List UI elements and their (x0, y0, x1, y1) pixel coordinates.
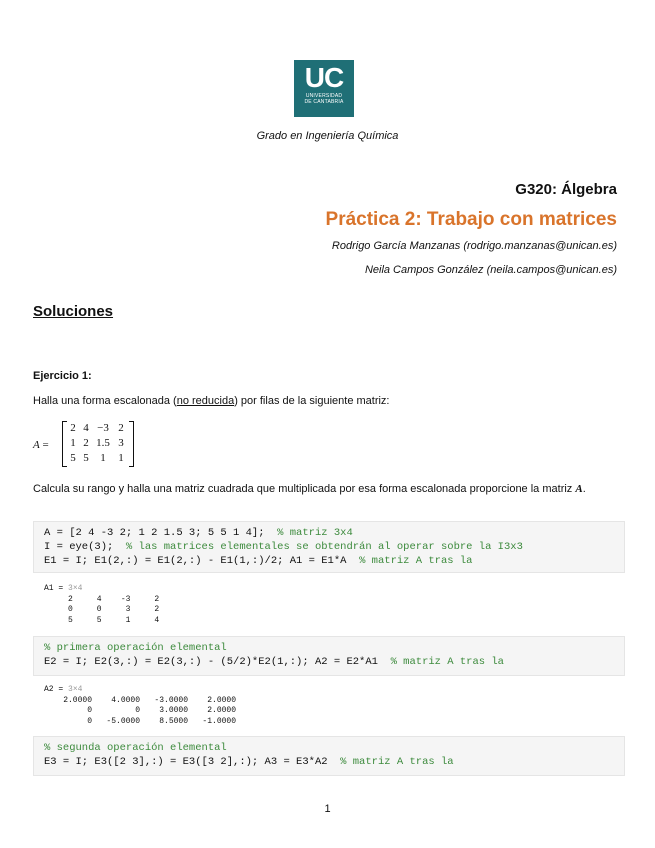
output-label: A2 = (44, 685, 69, 694)
question-text: Calcula su rango y halla una matriz cuadrada que multiplicada por esa forma escalonada proporcione la matriz (33, 483, 576, 495)
matrix-equals: = (39, 439, 49, 451)
page-number: 1 (324, 803, 331, 815)
code-text: I = eye(3); (44, 540, 126, 553)
matrix-cell: 3 (118, 437, 124, 449)
course-title: G320: Álgebra (515, 181, 617, 198)
code-comment: % matriz A tras la (340, 755, 454, 768)
code-block[interactable] (33, 636, 625, 676)
code-block[interactable] (33, 521, 625, 573)
output-row: 0 -5.0000 8.5000 -1.0000 (44, 716, 237, 726)
code-line (44, 642, 624, 656)
code-line (44, 527, 624, 541)
matrix-cell: 2 (83, 437, 89, 449)
exercise-title: Ejercicio 1: (33, 370, 92, 382)
logo-letters: UC (304, 62, 344, 93)
code-line (44, 541, 624, 555)
code-comment: % matriz A tras la (359, 554, 473, 567)
question-end: . (582, 483, 586, 495)
code-line (44, 555, 624, 569)
code-text: A = [2 4 -3 2; 1 2 1.5 3; 5 5 1 4]; (44, 527, 278, 539)
author-2: Neila Campos González (neila.campos@unican.es) (364, 264, 617, 276)
intro-text-2: ) por filas de la siguiente matriz: (234, 395, 390, 407)
output-row: 0 0 3.0000 2.0000 (44, 706, 237, 715)
output-row: 0 0 3 2 (44, 605, 160, 614)
output-row: 5 5 1 4 (44, 615, 160, 625)
output-row: 2 4 -3 2 (44, 594, 160, 604)
code-text: E2 = I; E2(3,:) = E2(3,:) - (5/2)*E2(1,:); A2 = E2*A1 (44, 655, 391, 668)
code-comment: % matriz A tras la (390, 655, 504, 668)
output-block (44, 685, 236, 727)
matrix-var: A (33, 439, 40, 451)
code-comment: % segunda operación elemental (44, 742, 227, 754)
exercise-question (33, 481, 623, 498)
output-header (44, 584, 159, 595)
code-line (44, 742, 624, 756)
code-comment: % matriz 3x4 (277, 527, 353, 539)
logo-line-2: DE CANTABRIA (304, 99, 344, 105)
exercise-intro (33, 395, 390, 407)
code-text: E1 = I; E1(2,:) = E1(2,:) - E1(1,:)/2; A1 = E1*A (44, 554, 360, 567)
matrix-cell: 2 (118, 422, 124, 434)
code-line (44, 756, 624, 770)
output-row: 2.0000 4.0000 -3.0000 2.0000 (44, 695, 237, 705)
code-comment: % las matrices elementales se obtendrán al operar sobre la I3x3 (125, 540, 523, 553)
question-var: A (575, 483, 583, 495)
output-label: A1 = (44, 584, 69, 593)
code-text: E3 = I; E3([2 3],:) = E3([3 2],:); A3 = E3*A2 (44, 755, 341, 768)
matrix-cell: 1 (70, 437, 76, 449)
code-block[interactable] (33, 736, 625, 776)
output-block (44, 584, 159, 626)
matrix-cell: 2 (70, 422, 76, 434)
matrix-cell: 1.5 (96, 437, 110, 449)
section-title: Soluciones (33, 303, 114, 320)
output-header (44, 685, 236, 696)
matrix-cell: 1 (100, 452, 106, 464)
output-dims: 3×4 (68, 685, 83, 694)
matrix-cell: −3 (97, 422, 109, 434)
intro-underlined: no reducida (176, 395, 235, 407)
practice-title: Práctica 2: Trabajo con matrices (325, 209, 617, 230)
degree-name: Grado en Ingeniería Química (256, 130, 399, 142)
intro-text-1: Halla una forma escalonada ( (33, 395, 177, 407)
matrix-cell: 1 (118, 452, 124, 464)
matrix-cell: 4 (83, 422, 89, 434)
code-line (44, 656, 624, 670)
logo-line-1: UNIVERSIDAD (305, 93, 343, 99)
matrix-cell: 5 (70, 452, 76, 464)
code-comment: % primera operación elemental (44, 642, 227, 654)
matrix-cell: 5 (83, 452, 89, 464)
matrix-right-bracket (129, 421, 134, 467)
author-1: Rodrigo García Manzanas (rodrigo.manzanas@unican.es) (331, 240, 617, 252)
matrix-grid (66, 421, 128, 466)
output-dims: 3×4 (68, 584, 83, 593)
university-logo (294, 60, 354, 117)
matrix-label (33, 439, 49, 451)
